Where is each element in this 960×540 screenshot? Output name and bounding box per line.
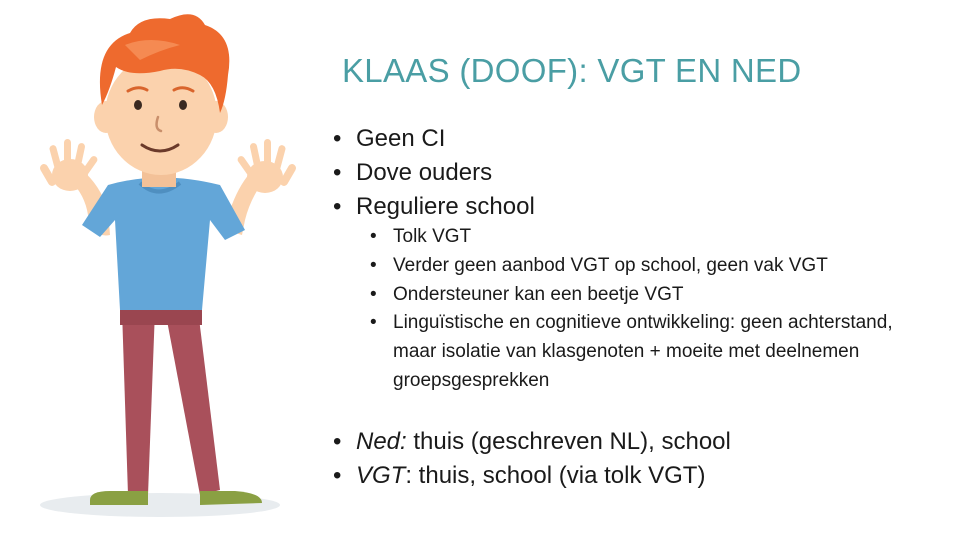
- language-bullet-list: [333, 425, 731, 493]
- list-item: [370, 309, 933, 395]
- list-item: [333, 156, 535, 190]
- bullet-text: Ondersteuner kan een beetje VGT: [393, 283, 684, 305]
- sub-bullet-list: [370, 223, 933, 396]
- list-item: [333, 425, 731, 459]
- bullet-text: Verder geen aanbod VGT op school, geen vak VGT: [393, 254, 828, 276]
- list-item: [333, 190, 535, 224]
- list-item: [370, 281, 933, 310]
- bullet-text: Tolk VGT: [393, 226, 472, 247]
- bullet-text: Dove ouders: [356, 159, 493, 186]
- bullet-text: thuis (geschreven NL), school: [406, 428, 731, 455]
- bullet-icon: •: [370, 283, 377, 305]
- bullet-icon: •: [333, 428, 342, 455]
- boy-cartoon-icon: [30, 5, 320, 535]
- list-item: [370, 252, 933, 281]
- bullet-text: Geen CI: [356, 125, 446, 152]
- bullet-icon: •: [370, 226, 377, 247]
- bullet-icon: •: [370, 254, 377, 276]
- bullet-text: Linguïstische en cognitieve ontwikkeling: geen achterstand, maar isolatie van klasgenoten + moeite met deelnemen groepsgesprekken: [393, 312, 893, 391]
- list-item: [333, 122, 535, 156]
- language-label: VGT: [356, 462, 406, 489]
- list-item: [333, 459, 731, 493]
- main-bullet-list: [333, 122, 535, 224]
- bullet-text: : thuis, school (via tolk VGT): [405, 462, 706, 489]
- bullet-icon: •: [333, 193, 342, 220]
- bullet-text: Reguliere school: [356, 193, 535, 220]
- bullet-icon: •: [333, 159, 342, 186]
- language-label: Ned:: [356, 428, 407, 455]
- list-item: [370, 223, 933, 252]
- slide-title: KLAAS (DOOF): VGT EN NED: [342, 52, 802, 89]
- bullet-icon: •: [333, 462, 342, 489]
- bullet-icon: •: [333, 125, 342, 152]
- bullet-icon: •: [370, 312, 377, 334]
